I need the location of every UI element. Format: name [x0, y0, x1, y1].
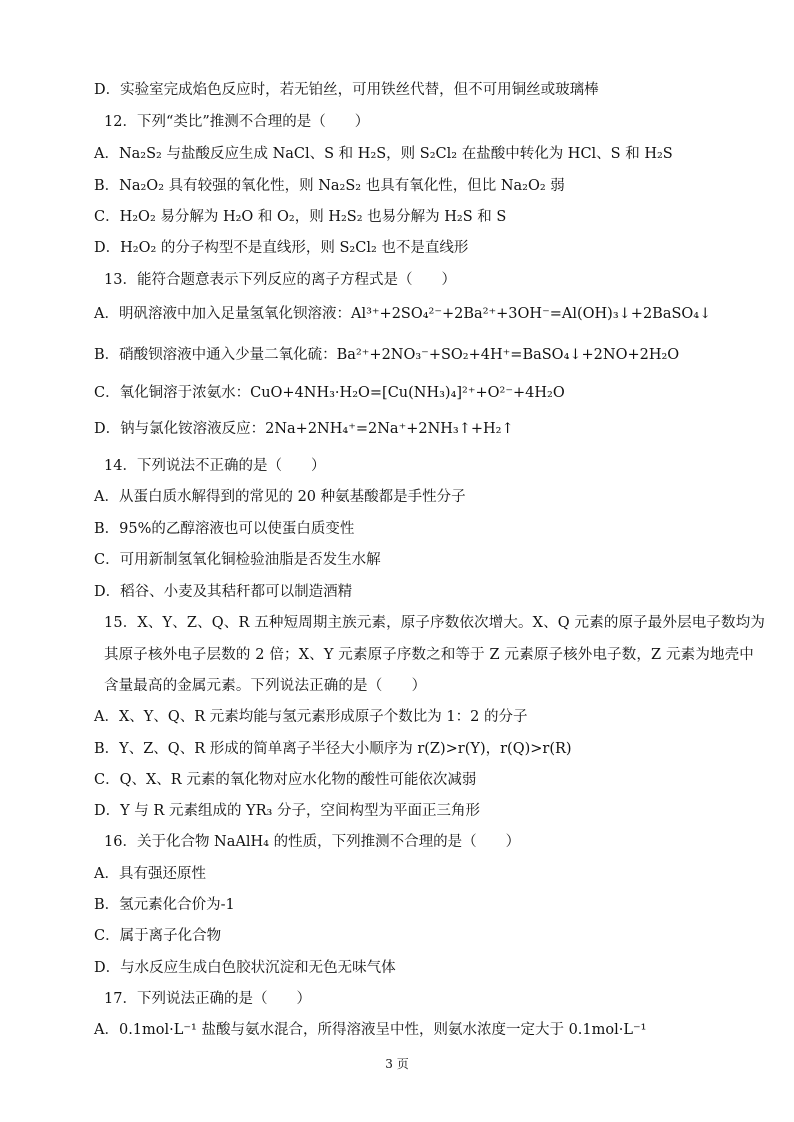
q12-option-c: C．H₂O₂ 易分解为 H₂O 和 O₂，则 H₂S₂ 也易分解为 H₂S 和 S — [94, 209, 507, 225]
q15-stem-line-2: 其原子核外电子层数的 2 倍；X、Y 元素原子序数之和等于 Z 元素原子核外电子数，Z 元素为地壳中 — [104, 647, 754, 663]
q14-option-d: D．稻谷、小麦及其秸秆都可以制造酒精 — [94, 584, 353, 600]
q12-option-b: B．Na₂O₂ 具有较强的氧化性，则 Na₂S₂ 也具有氧化性，但比 Na₂O₂ 弱 — [94, 178, 565, 194]
q13-option-c: C．氧化铜溶于浓氨水：CuO+4NH₃·H₂O=[Cu(NH₃)₄]²⁺+O²⁻+4H₂O — [94, 385, 565, 401]
q13-option-d: D．钠与氯化铵溶液反应：2Na+2NH₄⁺=2Na⁺+2NH₃↑+H₂↑ — [94, 421, 514, 437]
q16-option-a: A．具有强还原性 — [94, 866, 206, 882]
q12-option-a: A．Na₂S₂ 与盐酸反应生成 NaCl、S 和 H₂S，则 S₂Cl₂ 在盐酸中转化为 HCl、S 和 H₂S — [94, 146, 673, 162]
q17-stem: 17．下列说法正确的是（ ） — [104, 991, 311, 1007]
q14-stem: 14．下列说法不正确的是（ ） — [104, 458, 326, 474]
q14-option-c: C．可用新制氢氧化铜检验油脂是否发生水解 — [94, 552, 381, 568]
q16-stem: 16．关于化合物 NaAlH₄ 的性质，下列推测不合理的是（ ） — [104, 834, 521, 850]
q12-stem: 12．下列“类比”推测不合理的是（ ） — [104, 114, 370, 130]
q15-option-a: A．X、Y、Q、R 元素均能与氢元素形成原子个数比为 1：2 的分子 — [94, 709, 528, 725]
q17-option-a: A．0.1mol·L⁻¹ 盐酸与氨水混合，所得溶液呈中性，则氨水浓度一定大于 0.1mol·L⁻¹ — [94, 1022, 647, 1038]
page-number: 3 页 — [385, 1057, 409, 1071]
q16-option-d: D．与水反应生成白色胶状沉淀和无色无味气体 — [94, 960, 396, 976]
q14-option-a: A．从蛋白质水解得到的常见的 20 种氨基酸都是手性分子 — [94, 489, 466, 505]
q12-option-d: D．H₂O₂ 的分子构型不是直线形，则 S₂Cl₂ 也不是直线形 — [94, 240, 469, 256]
q16-option-c: C．属于离子化合物 — [94, 928, 222, 944]
q13-option-b: B．硝酸钡溶液中通入少量二氧化硫：Ba²⁺+2NO₃⁻+SO₂+4H⁺=BaSO₄↓+2NO+2H₂O — [94, 347, 680, 363]
q11-option-d: D．实验室完成焰色反应时，若无铂丝，可用铁丝代替，但不可用铜丝或玻璃棒 — [94, 82, 599, 98]
q16-option-b: B．氢元素化合价为-1 — [94, 897, 235, 913]
q14-option-b: B．95%的乙醇溶液也可以使蛋白质变性 — [94, 521, 355, 537]
q15-option-b: B．Y、Z、Q、R 形成的简单离子半径大小顺序为 r(Z)>r(Y)，r(Q)>r(R) — [94, 741, 572, 757]
q15-stem-line-3: 含量最高的金属元素。下列说法正确的是（ ） — [104, 678, 427, 694]
q15-option-d: D．Y 与 R 元素组成的 YR₃ 分子，空间构型为平面正三角形 — [94, 803, 480, 819]
q13-stem: 13．能符合题意表示下列反应的离子方程式是（ ） — [104, 272, 456, 288]
q15-stem-line-1: 15．X、Y、Z、Q、R 五种短周期主族元素，原子序数依次增大。X、Q 元素的原子最外层电子数均为 — [104, 615, 766, 631]
q15-option-c: C．Q、X、R 元素的氧化物对应水化物的酸性可能依次减弱 — [94, 772, 477, 788]
q13-option-a: A．明矾溶液中加入足量氢氧化钡溶液：Al³⁺+2SO₄²⁻+2Ba²⁺+3OH⁻=Al(OH)₃↓+2BaSO₄↓ — [94, 306, 712, 322]
